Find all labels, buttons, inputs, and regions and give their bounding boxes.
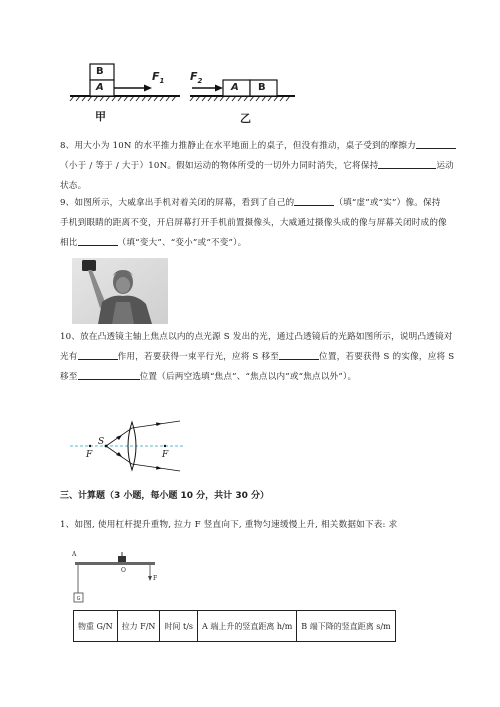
header-weight: 物重 G/N (74, 611, 118, 642)
block-a-label: A (96, 82, 104, 93)
header-force: 拉力 F/N (117, 611, 160, 642)
header-time: 时间 t/s (160, 611, 198, 642)
table-header-row (74, 611, 396, 642)
caption-jia: 甲 (95, 110, 106, 123)
focus-right (164, 445, 166, 447)
lens-label-f-left: F (86, 450, 93, 460)
svg-text:G: G (76, 596, 81, 602)
force-f1-label: $F_1$ (152, 70, 165, 86)
force-f2-label: $F_2$ (190, 70, 203, 86)
lever-label-f: F (153, 575, 158, 582)
caption-yi: 乙 (240, 112, 251, 125)
question-9: 9、如图所示，大威拿出手机对着关闭的屏幕，看到了自己的 （填“虚”或“实”）像。保持 手机到眼睛的距离不变，开启屏幕打开手机前置摄像头，大威通过摄像头成的像与屏幕关闭时成的像 相比 （填“变大”、“变小”或“不变”）。 (60, 193, 472, 253)
blank-motion-state[interactable] (378, 158, 436, 169)
lever-label-o: O (121, 567, 126, 574)
person-selfie-photo (72, 258, 168, 324)
block-b-side-label: B (258, 82, 266, 93)
header-b-distance: B 端下降的竖直距离 s/m (297, 611, 395, 642)
block-b-label: B (96, 66, 104, 77)
blank-image-type[interactable] (294, 195, 334, 206)
lever-label-a: A (72, 551, 77, 558)
section-heading-calculation: 三、计算题（3 小题，每小题 10 分，共计 30 分） (60, 491, 269, 501)
data-table (73, 610, 396, 642)
block-a-side-label: A (231, 82, 239, 93)
question-8: 8、用大小为 10N 的水平推力推静止在水平地面上的桌子，但没有推动，桌子受到的摩擦力 （小于 / 等于 / 大于）10N。假如运动的物体所受的一切外力同时消失，它将保持 运动 状态。 (60, 136, 472, 196)
lens-label-f-right: F (162, 450, 169, 460)
lever-bar (75, 562, 155, 565)
focus-left (89, 445, 91, 447)
point-source-s (105, 445, 108, 448)
question-calc-1: 1、如图, 使用杠杆提升重物, 拉力 F 竖直向下, 重物匀速缓慢上升, 相关数据如下表: 求 (60, 520, 398, 530)
question-10: 10、放在凸透镜主轴上焦点以内的点光源 S 发出的光，通过凸透镜后的光路如图所示，说明凸透镜对 光有 作用，若要获得一束平行光，应将 S 移至 位置，若要获得 S 的实像，应将 S 移至 位置（后两空选填“焦点”、“焦点以内”或“焦点以外”）。 (60, 332, 455, 382)
blank-real-image-position[interactable] (78, 369, 140, 380)
lens-label-s: S (98, 437, 105, 447)
blank-friction[interactable] (416, 138, 456, 149)
convex-lens-diagram (70, 418, 185, 473)
blank-image-size[interactable] (78, 235, 118, 246)
blank-parallel-position[interactable] (279, 349, 319, 360)
blank-lens-effect[interactable] (78, 349, 118, 360)
header-a-distance: A 端上升的竖直距离 h/m (198, 611, 297, 642)
fulcrum (118, 556, 126, 562)
